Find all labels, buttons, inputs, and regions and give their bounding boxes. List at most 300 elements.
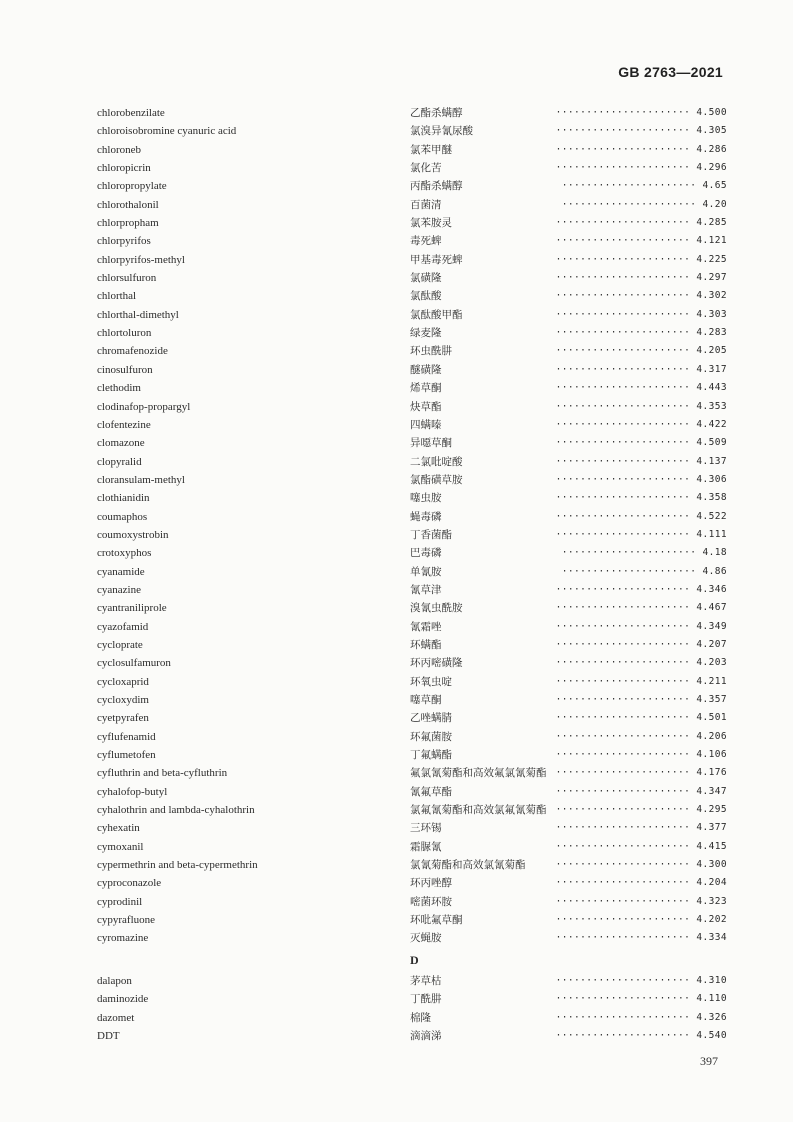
section-reference [556, 122, 727, 140]
chinese-name: 异噁草酮 [410, 437, 452, 450]
english-name: cyhalofop-butyl [97, 785, 168, 798]
index-entry [97, 691, 727, 709]
english-name: chlorobenzilate [97, 107, 165, 119]
section-reference [556, 1027, 727, 1045]
english-name: cyantraniliprole [97, 602, 167, 615]
dot-leader: ······················ [555, 308, 691, 320]
english-name: cyromazine [97, 932, 149, 945]
index-entry [97, 1009, 727, 1027]
dot-leader: ······················ [555, 859, 691, 871]
index-entry [97, 251, 727, 269]
dot-leader: ······················ [555, 895, 691, 907]
reference-number: 4.295 [696, 804, 727, 816]
index-entry [97, 471, 727, 489]
dot-leader: ······················ [555, 455, 691, 467]
dot-leader: ······················ [555, 1011, 691, 1023]
reference-number: 4.467 [696, 602, 727, 614]
chinese-name: 丁酰肼 [410, 993, 442, 1006]
reference-number: 4.137 [696, 455, 727, 467]
index-entry [97, 654, 727, 672]
reference-number: 4.326 [696, 1011, 727, 1023]
english-name: cycloxydim [97, 694, 149, 706]
section-reference [556, 251, 727, 269]
reference-number: 4.176 [696, 767, 727, 779]
reference-number: 4.18 [702, 547, 727, 559]
reference-number: 4.65 [702, 180, 727, 192]
english-name: chlorpyrifos [97, 235, 151, 248]
chinese-name: 环氧虫啶 [410, 675, 452, 688]
english-name: cymoxanil [97, 840, 144, 853]
index-entry [97, 581, 727, 599]
section-reference [556, 526, 727, 544]
chinese-name: 噻草酮 [410, 694, 442, 706]
section-heading [97, 948, 727, 972]
english-name: chlorpyrifos-methyl [97, 253, 185, 266]
section-reference [556, 159, 727, 177]
chinese-name: 丁氟螨酯 [410, 749, 452, 762]
english-name: cyclosulfamuron [97, 657, 171, 670]
chinese-name: 灭蝇胺 [410, 932, 442, 945]
chinese-name: 氰草津 [410, 583, 442, 596]
reference-number: 4.346 [696, 583, 727, 595]
chinese-name: 甲基毒死蜱 [410, 253, 463, 266]
section-reference [556, 324, 727, 342]
english-name: coumaphos [97, 510, 148, 523]
english-name: chloropicrin [97, 162, 151, 175]
index-entry [97, 990, 727, 1008]
english-name: chlortoluron [97, 327, 152, 340]
english-name: cyflumetofen [97, 749, 156, 762]
section-reference [556, 654, 727, 672]
section-reference [556, 838, 727, 856]
dot-leader: ······················ [555, 840, 691, 852]
section-reference [556, 673, 727, 691]
reference-number: 4.86 [702, 565, 727, 577]
index-entry [97, 544, 727, 562]
reference-number: 4.500 [696, 107, 727, 118]
chinese-name: 氯酯磺草胺 [410, 473, 463, 486]
dot-leader: ······················ [555, 272, 691, 284]
dot-leader: ······················ [555, 620, 691, 632]
index-entry [97, 361, 727, 379]
index-entry [97, 398, 727, 416]
chinese-name: 氯溴异氰尿酸 [410, 125, 473, 138]
section-reference [556, 636, 727, 654]
english-name: cyfluthrin and beta-cyfluthrin [97, 767, 228, 780]
chinese-name: 氯酞酸 [410, 290, 442, 303]
index-entry [97, 324, 727, 342]
dot-leader: ······················ [561, 180, 697, 192]
english-name: cypyrafluone [97, 914, 156, 927]
dot-leader: ······················ [555, 143, 691, 155]
section-reference [556, 911, 727, 929]
english-name: cypermethrin and beta-cypermethrin [97, 859, 258, 872]
english-name: chlorthal-dimethyl [97, 308, 179, 321]
section-reference [556, 581, 727, 599]
standard-number-header: GB 2763—2021 [618, 64, 723, 80]
english-name: dazomet [97, 1011, 135, 1024]
reference-number: 4.522 [696, 510, 727, 522]
index-entry [97, 159, 727, 177]
dot-leader: ······················ [561, 547, 697, 559]
chinese-name: 醚磺隆 [410, 363, 442, 376]
index-list [97, 104, 727, 1045]
section-reference [556, 801, 727, 819]
dot-leader: ······················ [555, 400, 691, 412]
chinese-name: 氰氟草酯 [410, 785, 452, 798]
index-entry [97, 599, 727, 617]
dot-leader: ······················ [555, 437, 691, 449]
index-entry [97, 104, 727, 122]
index-entry [97, 379, 727, 397]
chinese-name: 棉隆 [410, 1011, 431, 1024]
section-reference [556, 1009, 727, 1027]
reference-number: 4.303 [696, 308, 727, 320]
english-name: daminozide [97, 993, 149, 1006]
chinese-name: 氯氟氰菊酯和高效氯氟氰菊酯 [410, 804, 547, 817]
section-reference [556, 709, 727, 727]
dot-leader: ······················ [555, 749, 691, 761]
chinese-name: 氯化苦 [410, 162, 442, 175]
chinese-name: 单氰胺 [410, 565, 442, 578]
section-reference [556, 972, 727, 990]
dot-leader: ······················ [555, 767, 691, 779]
section-reference [556, 141, 727, 159]
english-name: cyhalothrin and lambda-cyhalothrin [97, 804, 255, 817]
chinese-name: 溴氰虫酰胺 [410, 602, 463, 615]
index-entry [97, 801, 727, 819]
english-name: chloroneb [97, 143, 141, 156]
english-name: clopyralid [97, 455, 142, 468]
reference-number: 4.540 [696, 1029, 727, 1041]
index-entry [97, 526, 727, 544]
dot-leader: ······················ [555, 1029, 691, 1041]
reference-number: 4.422 [696, 418, 727, 430]
dot-leader: ······················ [555, 712, 691, 724]
chinese-name: 环丙唑醇 [410, 877, 452, 890]
chinese-name: 氰霜唑 [410, 620, 442, 633]
section-reference [556, 361, 727, 379]
section-reference [556, 269, 727, 287]
reference-number: 4.207 [696, 638, 727, 650]
index-entry [97, 1027, 727, 1045]
reference-number: 4.20 [702, 198, 727, 210]
section-reference [556, 453, 727, 471]
english-name: dalapon [97, 974, 132, 987]
index-section-d [97, 972, 727, 1045]
index-entry [97, 196, 727, 214]
reference-number: 4.202 [696, 914, 727, 926]
index-entry [97, 893, 727, 911]
section-reference [556, 783, 727, 801]
dot-leader: ······················ [555, 473, 691, 485]
chinese-name: 环氟菌胺 [410, 730, 452, 743]
section-reference [556, 893, 727, 911]
dot-leader: ······················ [555, 162, 691, 174]
index-entry [97, 783, 727, 801]
reference-number: 4.111 [696, 528, 727, 540]
english-name: coumoxystrobin [97, 528, 169, 541]
dot-leader: ······················ [555, 217, 691, 229]
section-reference [556, 874, 727, 892]
reference-number: 4.283 [696, 327, 727, 339]
reference-number: 4.377 [696, 822, 727, 834]
reference-number: 4.121 [696, 235, 727, 247]
dot-leader: ······················ [555, 877, 691, 889]
reference-number: 4.306 [696, 473, 727, 485]
english-name: DDT [97, 1029, 120, 1042]
section-reference [556, 691, 727, 709]
chinese-name: 环虫酰肼 [410, 345, 452, 358]
chinese-name: 丙酯杀螨醇 [410, 180, 463, 193]
index-section-c [97, 104, 727, 948]
chinese-name: 烯草酮 [410, 382, 442, 395]
dot-leader: ······················ [555, 785, 691, 797]
dot-leader: ······················ [555, 638, 691, 650]
index-entry [97, 489, 727, 507]
reference-number: 4.211 [696, 675, 727, 687]
index-entry [97, 618, 727, 636]
chinese-name: 丁香菌酯 [410, 528, 452, 541]
dot-leader: ······················ [555, 583, 691, 595]
chinese-name: 环丙嘧磺隆 [410, 657, 463, 670]
dot-leader: ······················ [555, 974, 691, 986]
reference-number: 4.206 [696, 730, 727, 742]
dot-leader: ······················ [555, 125, 691, 137]
section-reference [556, 508, 727, 526]
reference-number: 4.509 [696, 437, 727, 449]
chinese-name: 炔草酯 [410, 400, 442, 413]
section-reference [562, 177, 727, 195]
chinese-name: 三环锡 [410, 822, 442, 835]
dot-leader: ······················ [555, 492, 691, 504]
dot-leader: ······················ [555, 657, 691, 669]
reference-number: 4.317 [696, 363, 727, 375]
english-name: cinosulfuron [97, 363, 153, 376]
dot-leader: ······················ [555, 382, 691, 394]
chinese-name: 茅草枯 [410, 974, 442, 987]
index-entry [97, 306, 727, 324]
english-name: chlorpropham [97, 217, 159, 230]
dot-leader: ······················ [561, 198, 697, 210]
reference-number: 4.205 [696, 345, 727, 357]
reference-number: 4.203 [696, 657, 727, 669]
dot-leader: ······················ [555, 253, 691, 265]
reference-number: 4.297 [696, 272, 727, 284]
english-name: cyazofamid [97, 620, 149, 633]
chinese-name: 氯苯胺灵 [410, 217, 452, 230]
chinese-name: 氯氰菊酯和高效氯氰菊酯 [410, 859, 526, 872]
dot-leader: ······················ [555, 510, 691, 522]
chinese-name: 氟氯氰菊酯和高效氟氯氰菊酯 [410, 767, 547, 780]
index-entry [97, 508, 727, 526]
section-reference [556, 306, 727, 324]
chinese-name: 乙酯杀螨醇 [410, 107, 463, 119]
reference-number: 4.300 [696, 859, 727, 871]
dot-leader: ······················ [555, 993, 691, 1005]
section-reference [556, 489, 727, 507]
index-entry [97, 563, 727, 581]
section-reference [562, 563, 727, 581]
dot-leader: ······················ [555, 675, 691, 687]
chinese-name: 巴毒磷 [410, 547, 442, 560]
dot-leader: ······················ [555, 914, 691, 926]
chinese-name: 霜脲氰 [410, 840, 442, 853]
english-name: cyproconazole [97, 877, 162, 890]
index-entry [97, 929, 727, 947]
dot-leader: ······················ [555, 235, 691, 247]
reference-number: 4.323 [696, 895, 727, 907]
english-name: chloroisobromine cyanuric acid [97, 125, 237, 138]
chinese-name: 毒死蜱 [410, 235, 442, 248]
dot-leader: ······················ [555, 694, 691, 705]
reference-number: 4.443 [696, 382, 727, 394]
index-entry [97, 874, 727, 892]
section-reference [556, 379, 727, 397]
section-reference [556, 104, 727, 122]
section-reference [556, 746, 727, 764]
english-name: clofentezine [97, 418, 151, 431]
english-name: clodinafop-propargyl [97, 400, 191, 413]
index-entry [97, 746, 727, 764]
reference-number: 4.110 [696, 993, 727, 1005]
index-entry [97, 972, 727, 990]
index-entry [97, 819, 727, 837]
index-entry [97, 673, 727, 691]
english-name: cyflufenamid [97, 730, 156, 743]
chinese-name: 乙唑螨腈 [410, 712, 452, 725]
dot-leader: ······················ [555, 822, 691, 834]
dot-leader: ······················ [555, 804, 691, 816]
reference-number: 4.106 [696, 749, 727, 761]
index-entry [97, 269, 727, 287]
chinese-name: 氯磺隆 [410, 272, 442, 285]
english-name: cloransulam-methyl [97, 473, 185, 486]
section-reference [556, 819, 727, 837]
dot-leader: ······················ [555, 932, 691, 944]
reference-number: 4.347 [696, 785, 727, 797]
index-entry [97, 764, 727, 782]
section-letter: D [410, 952, 419, 967]
section-reference [556, 434, 727, 452]
chinese-name: 蝇毒磷 [410, 510, 442, 523]
dot-leader: ······················ [555, 730, 691, 742]
reference-number: 4.285 [696, 217, 727, 229]
reference-number: 4.358 [696, 492, 727, 504]
index-entry [97, 709, 727, 727]
chinese-name: 绿麦隆 [410, 327, 442, 340]
dot-leader: ······················ [555, 363, 691, 375]
section-reference [556, 471, 727, 489]
reference-number: 4.286 [696, 143, 727, 155]
english-name: cyanazine [97, 583, 141, 596]
section-reference [556, 416, 727, 434]
english-name: chlorsulfuron [97, 272, 157, 285]
reference-number: 4.296 [696, 162, 727, 174]
reference-number: 4.501 [696, 712, 727, 724]
index-entry [97, 838, 727, 856]
section-reference [556, 728, 727, 746]
section-reference [556, 764, 727, 782]
dot-leader: ······················ [555, 290, 691, 302]
english-name: cyetpyrafen [97, 712, 149, 725]
chinese-name: 四螨嗪 [410, 418, 442, 431]
index-entry [97, 214, 727, 232]
english-name: cycloprate [97, 638, 143, 651]
section-reference [556, 398, 727, 416]
dot-leader: ······················ [555, 107, 691, 118]
reference-number: 4.225 [696, 253, 727, 265]
section-reference [556, 856, 727, 874]
dot-leader: ······················ [561, 565, 697, 577]
section-reference [556, 990, 727, 1008]
english-name: chloropropylate [97, 180, 167, 193]
chinese-name: 环吡氟草酮 [410, 914, 463, 927]
section-reference [562, 544, 727, 562]
english-name: crotoxyphos [97, 547, 152, 560]
dot-leader: ······················ [555, 528, 691, 540]
chinese-name: 嘧菌环胺 [410, 895, 452, 908]
reference-number: 4.334 [696, 932, 727, 944]
index-entry [97, 911, 727, 929]
section-reference [556, 618, 727, 636]
reference-number: 4.204 [696, 877, 727, 889]
reference-number: 4.353 [696, 400, 727, 412]
english-name: cycloxaprid [97, 675, 149, 688]
english-name: cyhexatin [97, 822, 140, 835]
dot-leader: ······················ [555, 602, 691, 614]
chinese-name: 噻虫胺 [410, 492, 442, 505]
chinese-name: 百菌清 [410, 198, 442, 211]
index-entry [97, 342, 727, 360]
chinese-name: 二氯吡啶酸 [410, 455, 463, 468]
english-name: clethodim [97, 382, 141, 395]
english-name: clomazone [97, 437, 145, 450]
section-reference [556, 287, 727, 305]
section-reference [556, 599, 727, 617]
english-name: cyprodinil [97, 895, 143, 908]
dot-leader: ······················ [555, 345, 691, 357]
english-name: clothianidin [97, 492, 150, 505]
english-name: chlorothalonil [97, 198, 159, 211]
index-entry [97, 122, 727, 140]
dot-leader: ······················ [555, 418, 691, 430]
dot-leader: ······················ [555, 327, 691, 339]
page-number: 397 [700, 1054, 718, 1068]
index-entry [97, 141, 727, 159]
chinese-name: 环螨酯 [410, 638, 442, 651]
reference-number: 4.305 [696, 125, 727, 137]
reference-number: 4.310 [696, 974, 727, 986]
section-reference [556, 929, 727, 947]
reference-number: 4.302 [696, 290, 727, 302]
index-entry [97, 856, 727, 874]
index-entry [97, 177, 727, 195]
index-entry [97, 434, 727, 452]
section-reference [556, 232, 727, 250]
index-entry [97, 728, 727, 746]
index-entry [97, 416, 727, 434]
reference-number: 4.349 [696, 620, 727, 632]
reference-number: 4.357 [696, 694, 727, 705]
chinese-name: 氯苯甲醚 [410, 143, 452, 156]
english-name: cyanamide [97, 565, 145, 578]
chinese-name: 滴滴涕 [410, 1029, 442, 1042]
reference-number: 4.415 [696, 840, 727, 852]
english-name: chromafenozide [97, 345, 168, 358]
section-reference [556, 214, 727, 232]
english-name: chlorthal [97, 290, 137, 303]
